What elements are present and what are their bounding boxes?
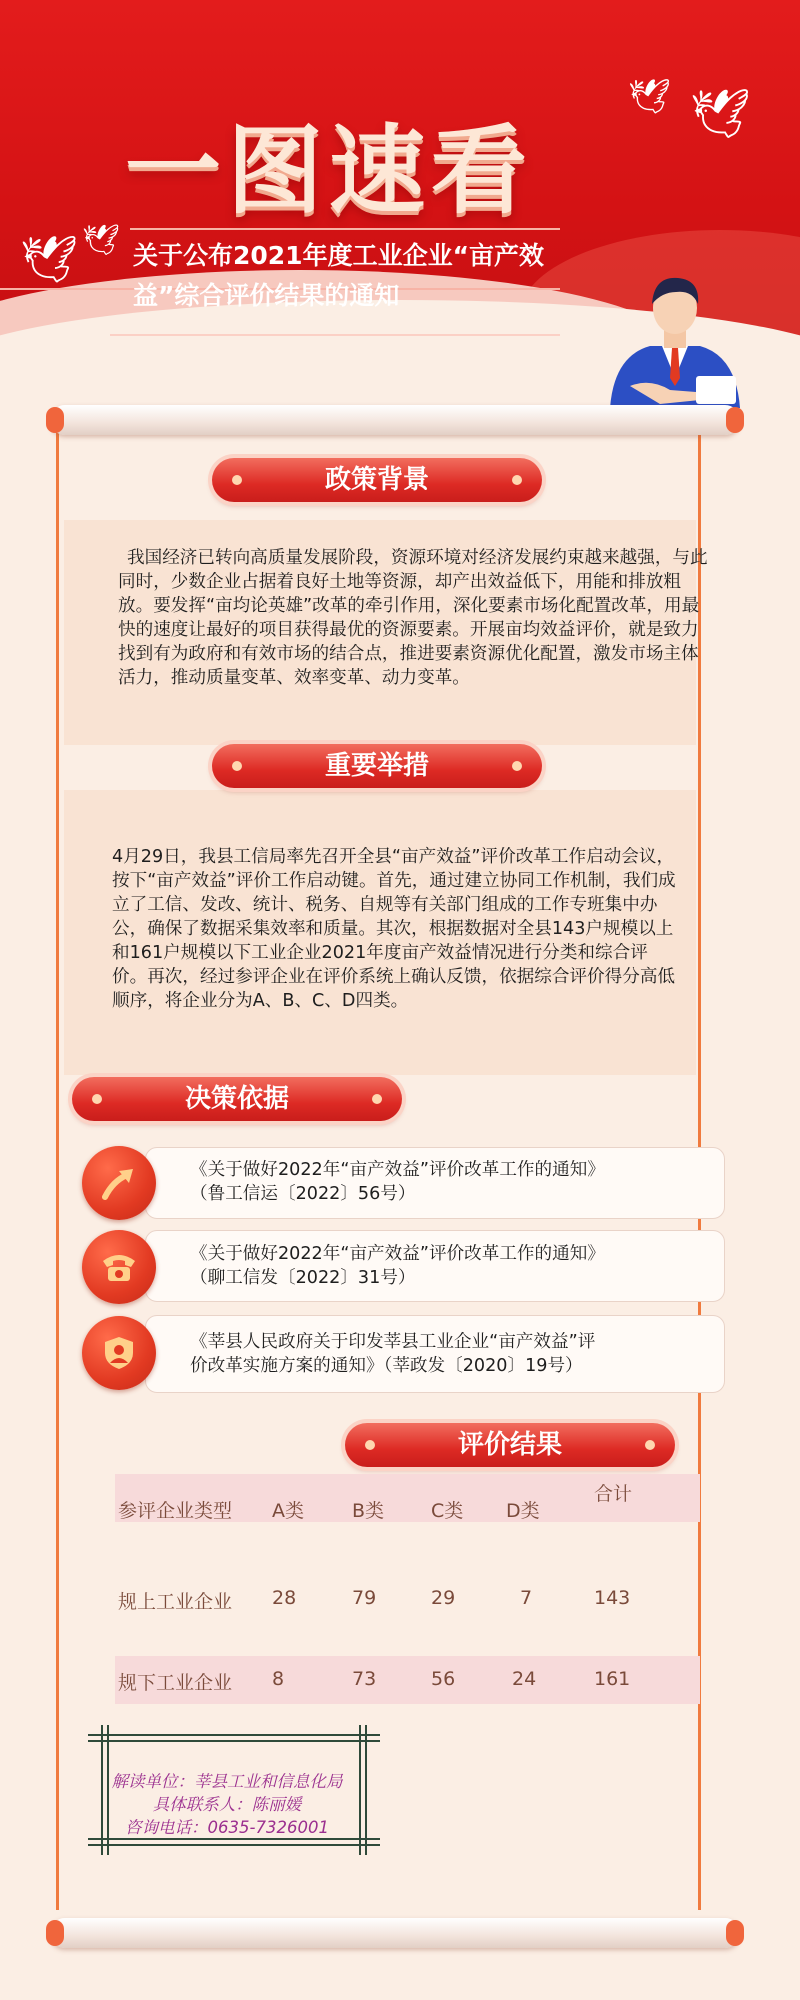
dove-icon: 🕊 (82, 223, 121, 258)
table-cell: 7 (520, 1587, 533, 1609)
dove-icon: 🕊 (20, 232, 79, 286)
table-cell: 28 (272, 1587, 297, 1609)
table-cell: 24 (512, 1668, 537, 1690)
measures-text: 4月29日，我县工信局率先召开全县“亩产效益”评价改革工作启动会议，按下“亩产效益”评价工作启动键。首先，通过建立协同工作机制，我们成立了工信、发改、统计、税务、自规等有关部门组成的工作专班集中办公，确保了数据采集效率和质量。其次，根据数据对全县143户规模以上和161户规模以下工业企业2021年度亩产效益情况进行分类和综合评价。再次，经过参评企业在评价系统上确认反馈，依据综合评价得分高低顺序，将企业分为A、B、C、D四类。 (112, 847, 676, 1011)
reference-item: 《关于做好2022年“亩产效益”评价改革工作的通知》 （聊工信发〔2022〕31号） (190, 1244, 605, 1288)
arrow-up-icon (82, 1146, 156, 1220)
table-header-cell: 参评企业类型 (118, 1500, 233, 1522)
table-cell: 161 (594, 1668, 631, 1690)
section-heading-basis: 决策依据 (72, 1077, 402, 1121)
contact-unit: 解读单位：莘县工业和信息化局 (111, 1772, 343, 1791)
reference-item: 《关于做好2022年“亩产效益”评价改革工作的通知》 （鲁工信运〔2022〕56号） (190, 1160, 605, 1204)
table-cell: 143 (594, 1587, 631, 1609)
table-cell: 73 (352, 1668, 377, 1690)
contact-person: 具体联系人：陈丽媛 (152, 1795, 302, 1814)
table-header-cell: 合计 (594, 1483, 633, 1505)
person-shield-icon (82, 1316, 156, 1390)
table-header-cell: A类 (272, 1500, 304, 1522)
scroll-bottom-roller (50, 1918, 740, 1948)
section-heading-measures: 重要举措 (212, 744, 542, 788)
table-cell: 56 (431, 1668, 456, 1690)
table-cell: 29 (431, 1587, 456, 1609)
table-header-cell: C类 (431, 1500, 464, 1522)
scroll-top-roller (50, 405, 740, 435)
table-header-cell: D类 (506, 1500, 540, 1522)
page-title: 一图速看 (125, 115, 533, 227)
section-heading-results: 评价结果 (345, 1423, 675, 1467)
contact-phone: 咨询电话：0635-7326001 (125, 1818, 329, 1837)
table-cell: 79 (352, 1587, 377, 1609)
section-heading-background: 政策背景 (212, 458, 542, 502)
background-text: 我国经济已转向高质量发展阶段，资源环境对经济发展约束越来越强，与此同时，少数企业占据着良好土地等资源，却产出效益低下，用能和排放粗放。要发挥“亩均论英雄”改革的牵引作用，深化要素市场化配置改革，用最快的速度让最好的项目获得最优的资源要素。开展亩均效益评价，就是致力找到有为政府和有效市场的结合点，推进要素资源优化配置，激发市场主体活力，推动质量变革、效率变革、动力变革。 (118, 548, 708, 688)
scroll-border (56, 430, 59, 1910)
header-divider (110, 334, 560, 336)
dove-icon: 🕊 (690, 86, 751, 142)
table-cell: 规上工业企业 (118, 1591, 233, 1613)
page-subtitle: 关于公布2021年度工业企业“亩产效益”综合评价结果的通知 (133, 241, 545, 310)
table-cell: 8 (272, 1668, 285, 1690)
table-header-cell: B类 (352, 1500, 385, 1522)
telephone-icon (82, 1230, 156, 1304)
reference-item: 《莘县人民政府关于印发莘县工业企业“亩产效益”评 价改革实施方案的通知》（莘政发〔2020〕19号） (190, 1332, 596, 1376)
speaker-illustration (600, 258, 750, 408)
dove-icon: 🕊 (628, 77, 672, 117)
table-cell: 规下工业企业 (118, 1672, 233, 1694)
